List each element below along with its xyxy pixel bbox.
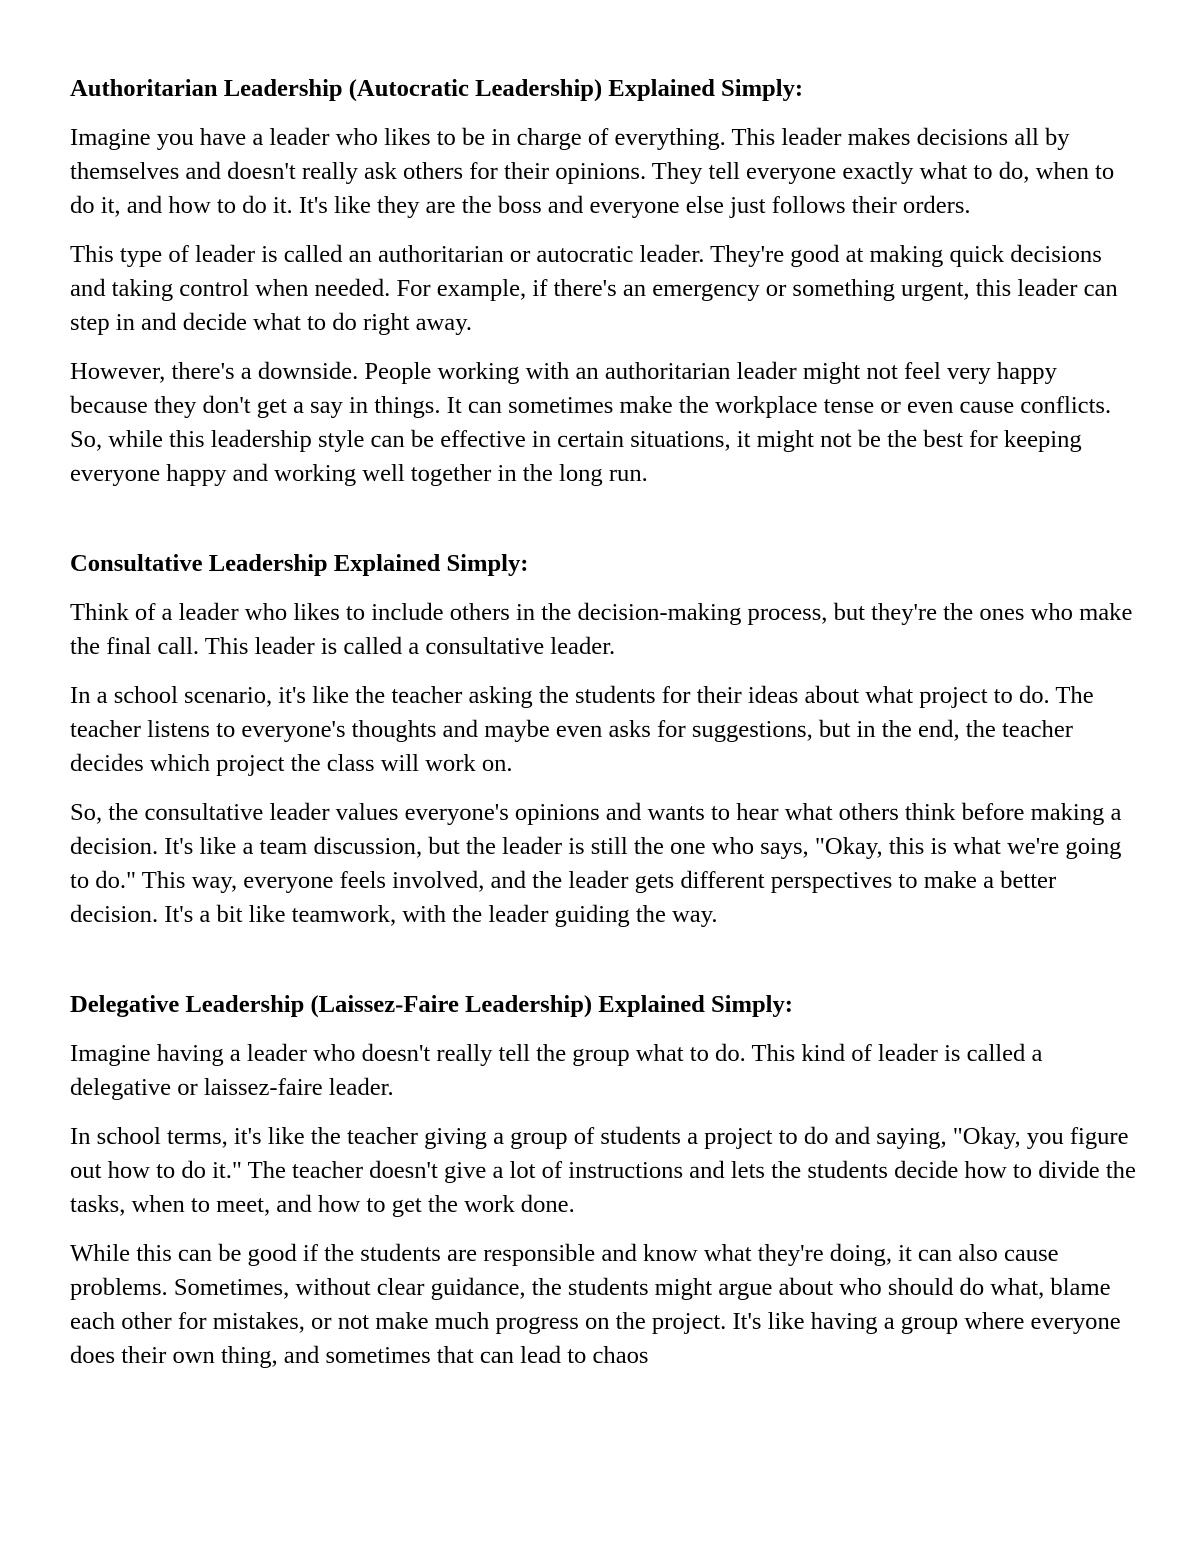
section-delegative	[70, 988, 1140, 1373]
paragraph: In school terms, it's like the teacher giving a group of students a project to do and saying, "Okay, you figure out how to do it." The teacher doesn't give a lot of instructions and lets the students decide how to divide the tasks, when to meet, and how to get the work done.	[70, 1123, 1136, 1218]
section-heading: Delegative Leadership (Laissez-Faire Leadership) Explained Simply:	[70, 991, 793, 1018]
paragraph: Imagine having a leader who doesn't really tell the group what to do. This kind of leader is called a delegative or laissez-faire leader.	[70, 1040, 1043, 1101]
section-heading: Authoritarian Leadership (Autocratic Leadership) Explained Simply:	[70, 75, 804, 102]
paragraph: This type of leader is called an authoritarian or autocratic leader. They're good at making quick decisions and taking control when needed. For example, if there's an emergency or something urgent, this leader can step in and decide what to do right away.	[70, 241, 1118, 336]
paragraph: So, the consultative leader values everyone's opinions and wants to hear what others think before making a decision. It's like a team discussion, but the leader is still the one who says, "Okay, this is what we're going to do." This way, everyone feels involved, and the leader gets different perspectives to make a better decision. It's a bit like teamwork, with the leader guiding the way.	[70, 799, 1122, 928]
paragraph: Imagine you have a leader who likes to be in charge of everything. This leader makes decisions all by themselves and doesn't really ask others for their opinions. They tell everyone exactly what to do, when to do it, and how to do it. It's like they are the boss and everyone else just follows their orders.	[70, 124, 1115, 219]
section-authoritarian	[70, 72, 1140, 491]
paragraph: Think of a leader who likes to include others in the decision-making process, but they're the ones who make the final call. This leader is called a consultative leader.	[70, 599, 1133, 660]
paragraph: However, there's a downside. People working with an authoritarian leader might not feel very happy because they don't get a say in things. It can sometimes make the workplace tense or even cause conflicts. So, while this leadership style can be effective in certain situations, it might not be the best for keeping everyone happy and working well together in the long run.	[70, 358, 1112, 487]
paragraph: In a school scenario, it's like the teacher asking the students for their ideas about what project to do. The teacher listens to everyone's thoughts and maybe even asks for suggestions, but in the end, the teacher decides which project the class will work on.	[70, 682, 1094, 777]
section-heading: Consultative Leadership Explained Simply:	[70, 550, 529, 577]
paragraph: While this can be good if the students are responsible and know what they're doing, it can also cause problems. Sometimes, without clear guidance, the students might argue about who should do what, blame each other for mistakes, or not make much progress on the project. It's like having a group where everyone does their own thing, and sometimes that can lead to chaos	[70, 1240, 1121, 1369]
section-consultative	[70, 547, 1140, 932]
document-page	[70, 72, 1140, 1388]
